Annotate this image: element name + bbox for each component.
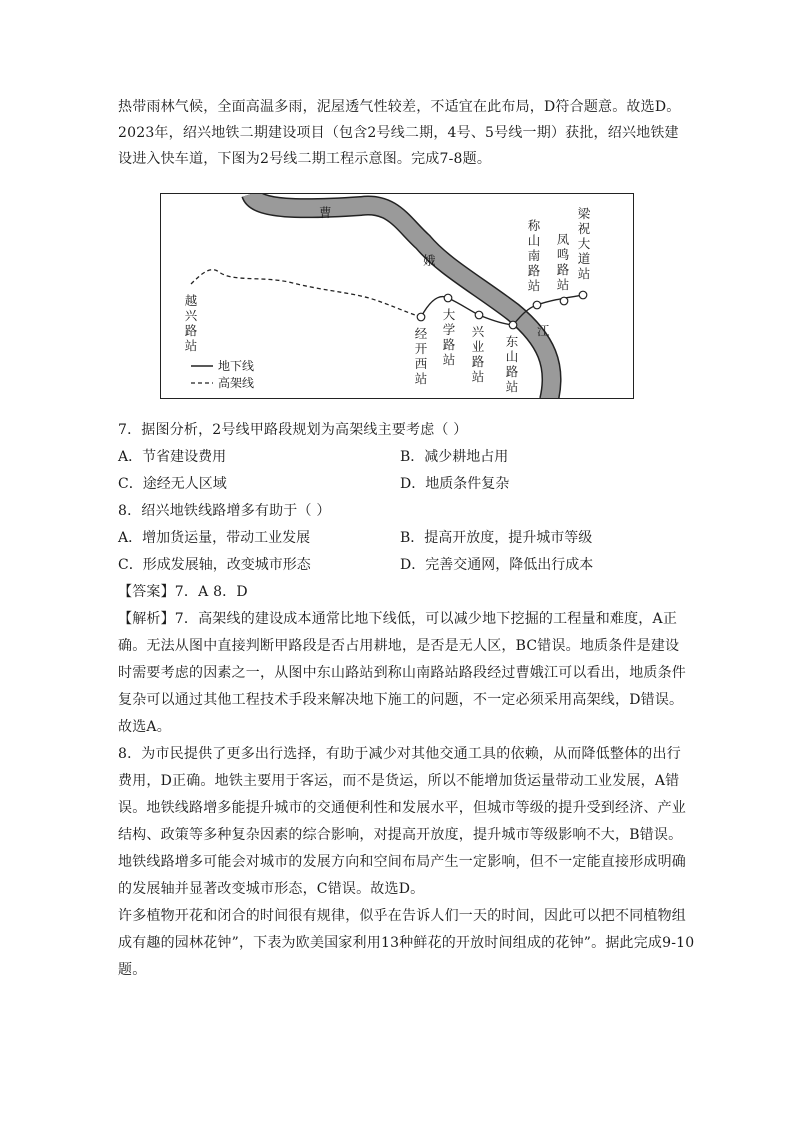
river-label-cao: 曹 (319, 205, 332, 220)
q8-stem: 8．绍兴地铁线路增多有助于（ ） (118, 503, 331, 519)
analysis-line-6: 8．为市民提供了更多出行选择，有助于减少对其他交通工具的依赖，从而降低整体的出行 (118, 746, 681, 762)
station-label-liangzhu: 梁祝大道站 (577, 206, 591, 281)
answer-line: 【答案】7．A 8．D (118, 584, 248, 600)
station-label-chengshannan: 称山南路站 (527, 218, 541, 293)
station-label-daxue: 大学路站 (442, 307, 456, 367)
analysis-line-1: 【解析】7．高架线的建设成本通常比地下线低，可以减少地下挖掘的工程量和难度，A正 (118, 611, 678, 627)
analysis-line-7: 费用，D正确。地铁主要用于客运，而不是货运，所以不能增加货运量带动工业发展，A错 (118, 773, 680, 789)
station-marker-daxue (444, 294, 452, 302)
river-label-e: 娥 (423, 253, 436, 268)
next-passage-line-1: 许多植物开花和闭合的时间很有规律，似乎在告诉人们一天的时间，因此可以把不同植物组 (118, 908, 686, 924)
station-label-dongshan: 东山路站 (505, 334, 519, 394)
q7-option-b: B．减少耕地占用 (400, 449, 509, 465)
q8-option-c: C．形成发展轴，改变城市形态 (118, 557, 311, 573)
q8-option-d: D．完善交通网，降低出行成本 (400, 557, 594, 573)
elevated-line-section (191, 270, 421, 317)
station-label-jingkaixi: 经开西站 (414, 326, 428, 386)
analysis-line-3: 时需要考虑的因素之一，从图中东山路站到称山南路站路段经过曹娥江可以看出，地质条件 (118, 665, 686, 681)
analysis-line-10: 地铁线路增多可能会对城市的发展方向和空间布局产生一定影响，但不一定能直接形成明确 (118, 854, 686, 870)
q7-option-c: C．途经无人区域 (118, 476, 227, 492)
station-label-xingye: 兴业路站 (471, 324, 485, 384)
analysis-line-5: 故选A。 (118, 719, 171, 735)
q8-option-a: A．增加货运量，带动工业发展 (118, 530, 311, 546)
analysis-line-4: 复杂可以通过其他工程技术手段来解决地下施工的问题，不一定必须采用高架线，D错误。 (118, 692, 684, 708)
analysis-line-2: 确。无法从图中直接判断甲路段是否占用耕地，是否是无人区，BC错误。地质条件是建设 (118, 638, 680, 654)
legend-elevated-label: 高架线 (218, 376, 255, 390)
intro-line-2: 2023年，绍兴地铁二期建设项目（包含2号线二期，4号、5号线一期）获批，绍兴地铁建 (118, 125, 679, 141)
q7-stem: 7．据图分析，2号线甲路段规划为高架线主要考虑（ ） (118, 422, 468, 438)
intro-line-3: 设进入快车道，下图为2号线二期工程示意图。完成7-8题。 (118, 151, 492, 167)
next-passage-line-2: 成有趣的园林花钟”，下表为欧美国家利用13种鲜花的开放时间组成的花钟”。据此完成9-10 (118, 935, 695, 951)
station-marker-xingye (475, 311, 483, 319)
analysis-line-9: 结构、政策等多种复杂因素的综合影响，对提高开放度，提升城市等级影响不大，B错误。 (118, 827, 683, 843)
legend-underground-label: 地下线 (218, 359, 255, 373)
q7-option-a: A．节省建设费用 (118, 449, 227, 465)
station-label-fengming: 凤鸣路站 (556, 232, 570, 292)
q8-option-b: B．提高开放度，提升城市等级 (400, 530, 593, 546)
analysis-line-8: 误。地铁线路增多能提升城市的交通便利性和发展水平，但城市等级的提升受到经济、产业 (118, 800, 686, 816)
next-passage-line-3: 题。 (118, 962, 147, 978)
station-marker-liangzhu (579, 291, 587, 299)
metro-line-map (160, 193, 634, 399)
station-label-yuexing: 越兴路站 (184, 293, 198, 353)
station-marker-chengshannan (533, 301, 541, 309)
river-label-jiang: 江 (537, 323, 550, 338)
analysis-line-11: 的发展轴并显著改变城市形态，C错误。故选D。 (118, 881, 425, 897)
intro-line-1: 热带雨林气候，全面高温多雨，泥屋透气性较差，不适宜在此布局，D符合题意。故选D。 (118, 99, 681, 115)
station-marker-dongshan (509, 321, 517, 329)
q7-option-d: D．地质条件复杂 (400, 476, 510, 492)
station-marker-jingkaixi (417, 313, 425, 321)
station-marker-fengming (560, 297, 568, 305)
